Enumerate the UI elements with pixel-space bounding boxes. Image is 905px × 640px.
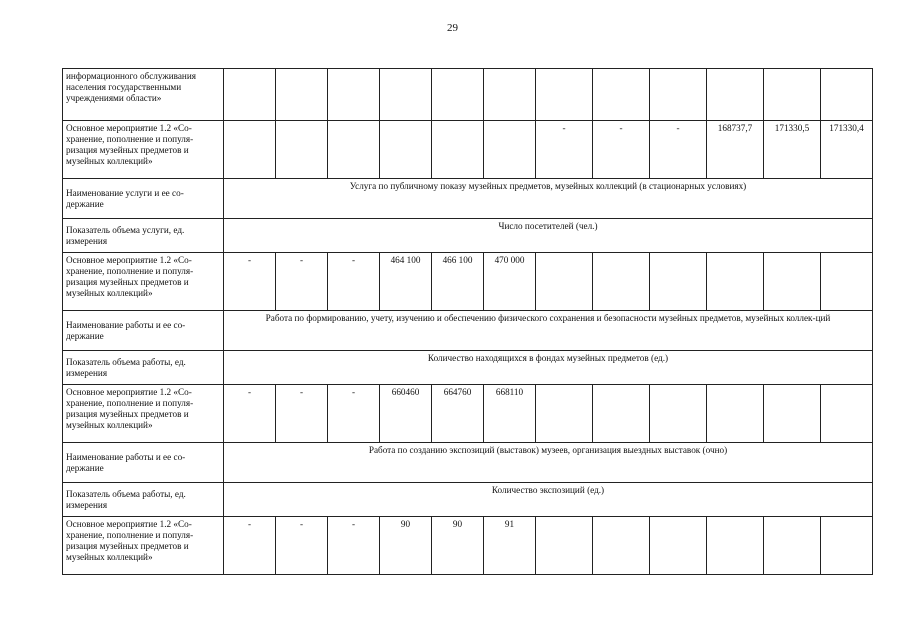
row-label: Показатель объема работы, ед. измерения bbox=[63, 351, 224, 385]
value-cell: - bbox=[276, 253, 328, 311]
indicators-table bbox=[62, 68, 873, 575]
value-cell bbox=[276, 69, 328, 121]
value-cell bbox=[650, 517, 707, 575]
row-label: Показатель объема услуги, ед. измерения bbox=[63, 219, 224, 253]
value-cell bbox=[536, 385, 593, 443]
value-cell bbox=[224, 69, 276, 121]
value-cell: 171330,5 bbox=[764, 121, 821, 179]
value-cell: 464 100 bbox=[380, 253, 432, 311]
table-row bbox=[63, 385, 873, 443]
value-cell bbox=[593, 517, 650, 575]
row-label: Показатель объема работы, ед. измерения bbox=[63, 483, 224, 517]
row-label: Основное мероприятие 1.2 «Со-хранение, пополнение и популя-ризация музейных предметов и музейных коллекций» bbox=[63, 385, 224, 443]
section-description: Количество находящихся в фондах музейных предметов (ед.) bbox=[224, 351, 873, 385]
table-row bbox=[63, 121, 873, 179]
value-cell: 664760 bbox=[432, 385, 484, 443]
value-cell: - bbox=[328, 517, 380, 575]
value-cell: - bbox=[276, 385, 328, 443]
value-cell bbox=[764, 385, 821, 443]
value-cell bbox=[821, 253, 873, 311]
value-cell bbox=[821, 385, 873, 443]
value-cell bbox=[707, 69, 764, 121]
page-number: 29 bbox=[447, 22, 458, 34]
table-row bbox=[63, 517, 873, 575]
value-cell bbox=[380, 69, 432, 121]
row-label: Наименование работы и ее со-держание bbox=[63, 311, 224, 351]
row-label: Основное мероприятие 1.2 «Со-хранение, пополнение и популя-ризация музейных предметов и музейных коллекций» bbox=[63, 121, 224, 179]
row-label: Наименование услуги и ее со-держание bbox=[63, 179, 224, 219]
section-header-row bbox=[63, 443, 873, 483]
value-cell bbox=[707, 253, 764, 311]
section-description: Работа по формированию, учету, изучению и обеспечению физического сохранения и безопасности музейных предметов, музейных коллек-ций bbox=[224, 311, 873, 351]
value-cell bbox=[432, 69, 484, 121]
value-cell bbox=[536, 69, 593, 121]
value-cell: - bbox=[224, 517, 276, 575]
value-cell bbox=[821, 517, 873, 575]
value-cell bbox=[593, 385, 650, 443]
value-cell: - bbox=[328, 253, 380, 311]
value-cell: 90 bbox=[432, 517, 484, 575]
value-cell bbox=[764, 253, 821, 311]
value-cell: 91 bbox=[484, 517, 536, 575]
row-label: информационного обслуживания населения государственными учреждениями области» bbox=[63, 69, 224, 121]
value-cell bbox=[380, 121, 432, 179]
value-cell: 466 100 bbox=[432, 253, 484, 311]
table-row bbox=[63, 253, 873, 311]
row-label: Основное мероприятие 1.2 «Со-хранение, пополнение и популя-ризация музейных предметов и музейных коллекций» bbox=[63, 517, 224, 575]
value-cell: - bbox=[593, 121, 650, 179]
value-cell bbox=[432, 121, 484, 179]
value-cell: - bbox=[224, 253, 276, 311]
section-header-row bbox=[63, 483, 873, 517]
value-cell: - bbox=[328, 385, 380, 443]
value-cell bbox=[328, 69, 380, 121]
value-cell: - bbox=[650, 121, 707, 179]
section-description: Количество экспозиций (ед.) bbox=[224, 483, 873, 517]
value-cell bbox=[593, 69, 650, 121]
value-cell bbox=[707, 385, 764, 443]
section-description: Число посетителей (чел.) bbox=[224, 219, 873, 253]
section-description: Услуга по публичному показу музейных предметов, музейных коллекций (в стационарных условиях) bbox=[224, 179, 873, 219]
value-cell: - bbox=[224, 385, 276, 443]
value-cell: 171330,4 bbox=[821, 121, 873, 179]
value-cell bbox=[536, 253, 593, 311]
value-cell: 470 000 bbox=[484, 253, 536, 311]
table-row bbox=[63, 69, 873, 121]
section-header-row bbox=[63, 179, 873, 219]
value-cell bbox=[650, 69, 707, 121]
value-cell bbox=[764, 517, 821, 575]
value-cell bbox=[650, 253, 707, 311]
value-cell bbox=[536, 517, 593, 575]
value-cell bbox=[484, 69, 536, 121]
section-header-row bbox=[63, 351, 873, 385]
value-cell bbox=[593, 253, 650, 311]
value-cell: 660460 bbox=[380, 385, 432, 443]
value-cell bbox=[821, 69, 873, 121]
value-cell bbox=[707, 517, 764, 575]
value-cell: - bbox=[536, 121, 593, 179]
section-description: Работа по созданию экспозиций (выставок) музеев, организация выездных выставок (очно) bbox=[224, 443, 873, 483]
value-cell: - bbox=[276, 517, 328, 575]
value-cell bbox=[328, 121, 380, 179]
value-cell bbox=[276, 121, 328, 179]
value-cell: 90 bbox=[380, 517, 432, 575]
value-cell bbox=[764, 69, 821, 121]
value-cell bbox=[484, 121, 536, 179]
value-cell bbox=[224, 121, 276, 179]
row-label: Основное мероприятие 1.2 «Со-хранение, пополнение и популя-ризация музейных предметов и музейных коллекций» bbox=[63, 253, 224, 311]
row-label: Наименование работы и ее со-держание bbox=[63, 443, 224, 483]
value-cell: 668110 bbox=[484, 385, 536, 443]
value-cell bbox=[650, 385, 707, 443]
value-cell: 168737,7 bbox=[707, 121, 764, 179]
section-header-row bbox=[63, 219, 873, 253]
section-header-row bbox=[63, 311, 873, 351]
